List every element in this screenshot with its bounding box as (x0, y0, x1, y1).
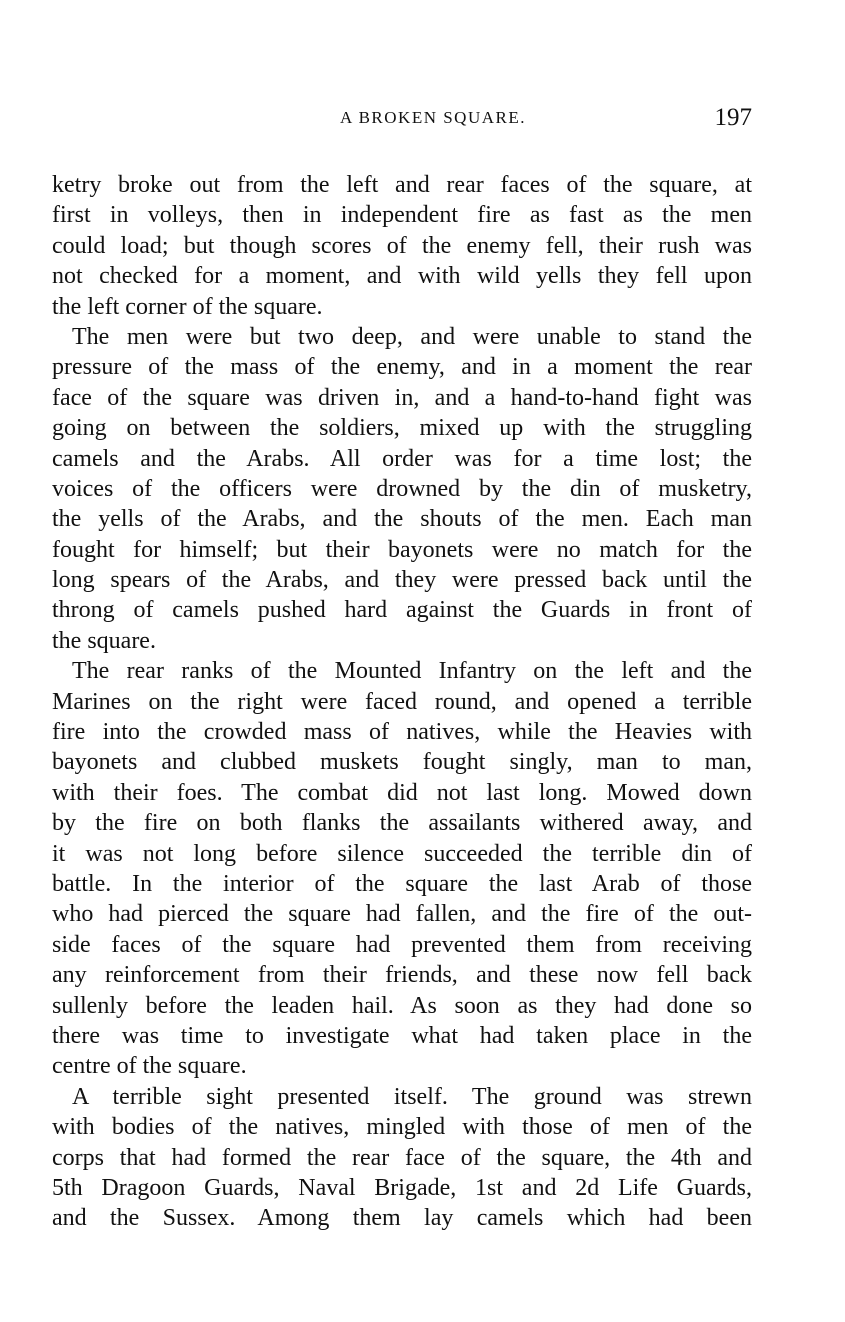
text-line: corps that had formed the rear face of the square, the 4th and (52, 1144, 752, 1171)
text-line: sullenly before the leaden hail. As soon as they had done so (52, 992, 752, 1019)
text-line: throng of camels pushed hard against the Guards in front of (52, 597, 752, 624)
text-line: voices of the officers were drowned by the din of musketry, (52, 475, 752, 502)
text-line: long spears of the Arabs, and they were pressed back until the (52, 567, 752, 594)
text-line: fought for himself; but their bayonets were no match for the (52, 536, 752, 563)
text-line: with bodies of the natives, mingled with those of men of the (52, 1114, 752, 1141)
text-line: not checked for a moment, and with wild yells they fell upon (52, 263, 752, 290)
body-text (52, 170, 752, 1234)
text-line: and the Sussex. Among them lay camels which had been (52, 1205, 752, 1232)
text-line: any reinforcement from their friends, and these now fell back (52, 962, 752, 989)
text-line: ketry broke out from the left and rear faces of the square, at (52, 172, 752, 198)
text-line: who had pierced the square had fallen, and the fire of the out- (52, 901, 752, 928)
text-line: it was not long before silence succeeded the terrible din of (52, 840, 752, 867)
paragraph (52, 322, 752, 656)
paragraph (52, 1082, 752, 1234)
text-line: going on between the soldiers, mixed up with the struggling (52, 415, 752, 442)
text-line: Marines on the right were faced round, and opened a terrible (52, 688, 752, 715)
text-line: by the fire on both flanks the assailants withered away, and (52, 810, 752, 837)
paragraph (52, 656, 752, 1081)
text-line: with their foes. The combat did not last long. Mowed down (52, 779, 752, 806)
text-line: the yells of the Arabs, and the shouts of the men. Each man (52, 506, 752, 533)
text-line: could load; but though scores of the enemy fell, their rush was (52, 232, 752, 259)
text-line: the left corner of the square. (52, 293, 323, 320)
text-line: the square. (52, 627, 156, 654)
text-line: fire into the crowded mass of natives, while the Heavies with (52, 719, 752, 746)
text-line: face of the square was driven in, and a hand-to-hand fight was (52, 384, 752, 411)
running-head (52, 104, 752, 134)
text-line: centre of the square. (52, 1053, 247, 1080)
text-line: battle. In the interior of the square the last Arab of those (52, 870, 752, 897)
text-line: The rear ranks of the Mounted Infantry on the left and the (72, 658, 752, 685)
text-line: camels and the Arabs. All order was for a time lost; the (52, 445, 752, 472)
text-line: first in volleys, then in independent fire as fast as the men (52, 202, 752, 229)
text-line: side faces of the square had prevented them from receiving (52, 931, 752, 958)
text-line: bayonets and clubbed muskets fought singly, man to man, (52, 749, 752, 776)
text-line: pressure of the mass of the enemy, and in a moment the rear (52, 354, 752, 381)
text-line: 5th Dragoon Guards, Naval Brigade, 1st and 2d Life Guards, (52, 1174, 752, 1201)
text-line: The men were but two deep, and were unable to stand the (72, 323, 752, 350)
running-title: A BROKEN SQUARE. (340, 108, 526, 127)
text-line: A terrible sight presented itself. The ground was strewn (72, 1083, 752, 1110)
page-number: 197 (714, 104, 752, 131)
paragraph (52, 170, 752, 322)
text-line: there was time to investigate what had taken place in the (52, 1022, 752, 1049)
